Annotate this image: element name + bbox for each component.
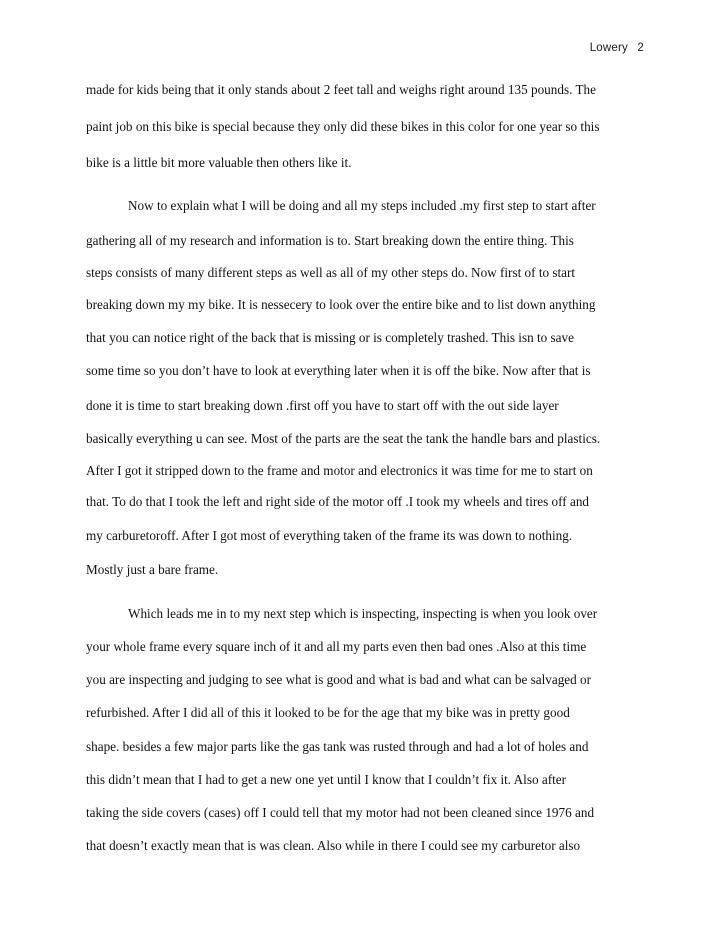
text-line: your whole frame every square inch of it and all my parts even then bad ones .Also at this time <box>86 639 587 654</box>
text-line: you are inspecting and judging to see what is good and what is bad and what can be salvaged or <box>86 672 592 687</box>
text-line: breaking down my my bike. It is nessecery to look over the entire bike and to list down anything <box>86 297 596 312</box>
text-line: that. To do that I took the left and right side of the motor off .I took my wheels and tires off and <box>86 494 590 509</box>
paragraph-start-line: Which leads me in to my next step which is inspecting, inspecting is when you look over <box>128 606 598 621</box>
header-page-number: 2 <box>637 42 644 54</box>
text-line: made for kids being that it only stands about 2 feet tall and weighs right around 135 pounds. The <box>86 82 596 97</box>
text-line: my carburetoroff. After I got most of everything taken of the frame its was down to nothing. <box>86 528 573 543</box>
text-line: paint job on this bike is special because they only did these bikes in this color for one year so this <box>86 119 600 134</box>
text-line: taking the side covers (cases) off I could tell that my motor had not been cleaned since 1976 and <box>86 805 595 820</box>
text-line: refurbished. After I did all of this it looked to be for the age that my bike was in pretty good <box>86 705 570 720</box>
text-line: done it is time to start breaking down .first off you have to start off with the out side layer <box>86 398 559 413</box>
text-line: steps consists of many different steps as well as all of my other steps do. Now first of to start <box>86 265 576 280</box>
text-line: shape. besides a few major parts like the gas tank was rusted through and had a lot of holes and <box>86 739 589 754</box>
text-line: After I got it stripped down to the frame and motor and electronics it was time for me to start on <box>86 463 593 478</box>
header-author: Lowery <box>589 42 628 54</box>
running-header <box>590 42 644 54</box>
paragraph-start-line: Now to explain what I will be doing and all my steps included .my first step to start after <box>128 198 596 213</box>
text-line: that you can notice right of the back that is missing or is completely trashed. This isn to save <box>86 330 574 345</box>
text-line: this didn’t mean that I had to get a new one yet until I know that I couldn’t fix it. Also after <box>86 772 567 787</box>
text-line: bike is a little bit more valuable then others like it. <box>86 155 352 170</box>
text-line: Mostly just a bare frame. <box>86 562 219 577</box>
text-line: gathering all of my research and information is to. Start breaking down the entire thing. This <box>86 233 574 248</box>
text-line: some time so you don’t have to look at everything later when it is off the bike. Now after that is <box>86 363 591 378</box>
text-line: basically everything u can see. Most of the parts are the seat the tank the handle bars and plastics. <box>86 431 601 446</box>
text-line: that doesn’t exactly mean that is was clean. Also while in there I could see my carburetor also <box>86 838 581 853</box>
